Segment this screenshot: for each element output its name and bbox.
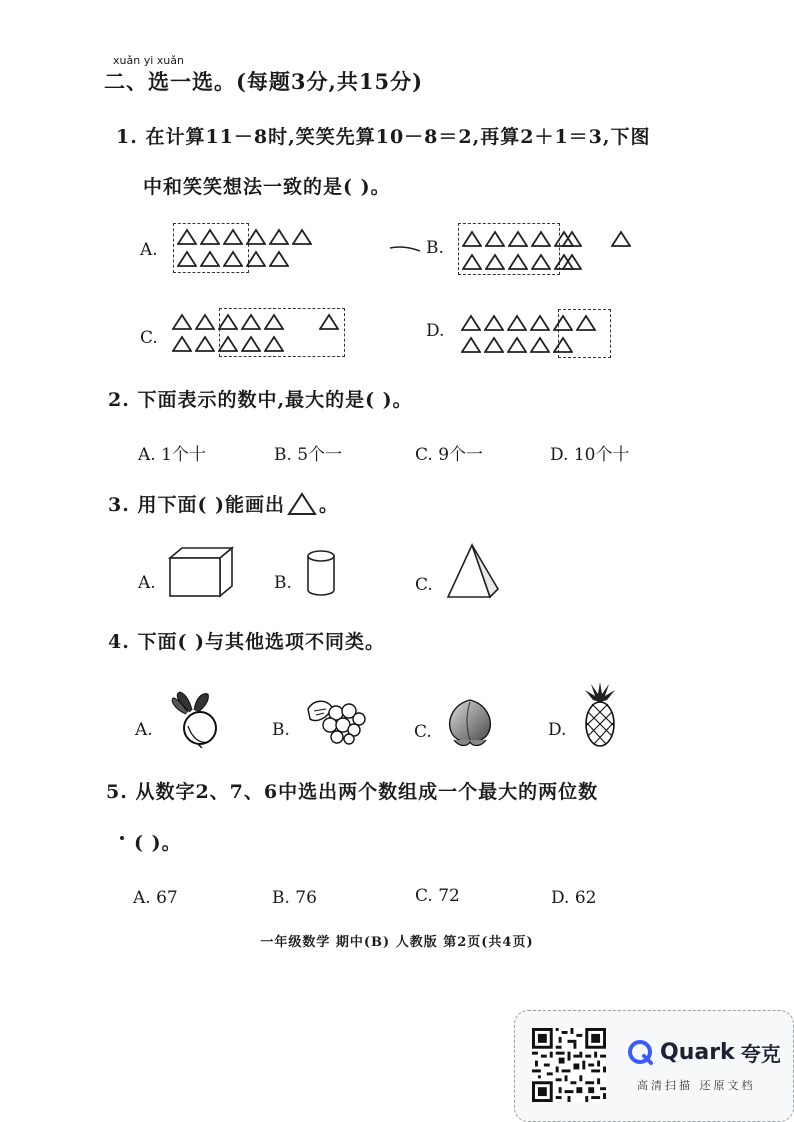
quark-brand (628, 1038, 781, 1067)
quark-brand-cn: 夸克 (740, 1042, 781, 1066)
pineapple-icon (581, 680, 619, 748)
triangular-prism-icon (446, 543, 500, 599)
triangle-icon (177, 250, 197, 268)
q2-option-a[interactable]: A. 1个十 (138, 445, 206, 465)
q3-option-a[interactable]: A. (138, 573, 156, 593)
triangle-icon (264, 335, 284, 353)
q1-option-b-row1 (462, 230, 574, 248)
triangle-icon (461, 336, 481, 354)
section-title: 二、选一选。(每题3分,共15分) (104, 69, 424, 94)
q4-option-c[interactable]: C. (414, 722, 432, 742)
triangle-icon (292, 228, 312, 246)
quark-logo-icon (628, 1040, 654, 1066)
question-1-line2: 中和笑笑想法一致的是( )。 (143, 176, 391, 198)
q1-option-d-row1 (461, 314, 596, 332)
triangle-icon (507, 314, 527, 332)
triangle-icon (531, 253, 551, 271)
ink-dot (120, 836, 124, 840)
triangle-icon (553, 336, 573, 354)
q1-option-d-label[interactable]: D. (426, 321, 445, 341)
triangle-icon (200, 228, 220, 246)
triangle-icon (246, 228, 266, 246)
triangle-icon (241, 335, 261, 353)
triangle-icon (223, 228, 243, 246)
q3-option-b[interactable]: B. (274, 573, 292, 593)
radish-icon (168, 690, 220, 748)
triangle-icon (576, 314, 596, 332)
q1-option-b-row2 (462, 253, 574, 271)
q5-option-c[interactable]: C. 72 (415, 886, 460, 906)
quark-brand-en: Quark (660, 1040, 735, 1065)
triangle-icon (462, 253, 482, 271)
triangle-icon (484, 336, 504, 354)
qr-code-icon (532, 1028, 606, 1102)
q1-option-a-row2 (177, 250, 289, 268)
triangle-icon (177, 228, 197, 246)
q5-option-d[interactable]: D. 62 (551, 888, 597, 908)
question-1-line1: 1. 在计算11－8时,笑笑先算10－8＝2,再算2＋1＝3,下图 (116, 126, 651, 148)
triangle-icon (319, 313, 339, 331)
q1-option-d-row2 (461, 336, 573, 354)
q1-option-c-row1 (172, 313, 284, 331)
question-2-text: 2. 下面表示的数中,最大的是( )。 (108, 389, 413, 411)
triangle-icon (269, 228, 289, 246)
cuboid-icon (168, 546, 234, 598)
pen-stroke-mark (388, 242, 422, 256)
triangle-icon (241, 313, 261, 331)
triangle-icon (484, 314, 504, 332)
triangle-icon (172, 335, 192, 353)
peach-icon (446, 698, 494, 748)
triangle-icon (485, 230, 505, 248)
triangle-icon (530, 336, 550, 354)
triangle-icon (462, 230, 482, 248)
question-5-line2: ( )。 (134, 832, 182, 854)
triangle-icon (508, 253, 528, 271)
triangle-icon (200, 250, 220, 268)
q1-option-c-label[interactable]: C. (140, 328, 158, 348)
triangle-icon (562, 230, 582, 248)
q5-option-a[interactable]: A. 67 (133, 888, 178, 908)
page-footer: 一年级数学 期中(B) 人教版 第2页(共4页) (260, 935, 534, 950)
q2-option-d[interactable]: D. 10个十 (550, 445, 630, 465)
triangle-icon (218, 335, 238, 353)
question-3-text (108, 490, 339, 517)
q4-option-a[interactable]: A. (135, 720, 153, 740)
q1-option-b-label[interactable]: B. (426, 238, 444, 258)
triangle-icon (562, 253, 582, 271)
triangle-icon (218, 313, 238, 331)
triangle-icon (531, 230, 551, 248)
grapes-icon (306, 697, 366, 745)
cylinder-icon (305, 549, 337, 597)
triangle-icon (508, 230, 528, 248)
triangle-icon (530, 314, 550, 332)
q1-option-a-label[interactable]: A. (140, 240, 158, 260)
q1-option-c-row2 (172, 335, 284, 353)
triangle-icon (611, 230, 631, 248)
section-pinyin: xuǎn yi xuǎn (113, 54, 184, 67)
triangle-icon (223, 250, 243, 268)
triangle-icon (195, 335, 215, 353)
triangle-icon (246, 250, 266, 268)
q4-option-d[interactable]: D. (548, 720, 567, 740)
triangle-icon (195, 313, 215, 331)
triangle-icon (287, 492, 317, 516)
q2-option-c[interactable]: C. 9个一 (415, 445, 484, 465)
triangle-icon (269, 250, 289, 268)
q4-option-b[interactable]: B. (272, 720, 290, 740)
triangle-icon (172, 313, 192, 331)
triangle-icon (461, 314, 481, 332)
q1-option-a-row1 (177, 228, 312, 246)
q3-option-c[interactable]: C. (415, 575, 433, 595)
question-3-text-before: 3. 用下面( )能画出 (108, 494, 286, 516)
question-5-line1: 5. 从数字2、7、6中选出两个数组成一个最大的两位数 (106, 781, 599, 803)
triangle-icon (553, 314, 573, 332)
quark-tagline: 高清扫描 还原文档 (637, 1079, 756, 1092)
triangle-icon (485, 253, 505, 271)
question-3-text-after: 。 (319, 494, 340, 516)
triangle-icon (264, 313, 284, 331)
q2-option-b[interactable]: B. 5个一 (274, 445, 343, 465)
q5-option-b[interactable]: B. 76 (272, 888, 317, 908)
question-4-text: 4. 下面( )与其他选项不同类。 (108, 631, 386, 653)
triangle-icon (507, 336, 527, 354)
